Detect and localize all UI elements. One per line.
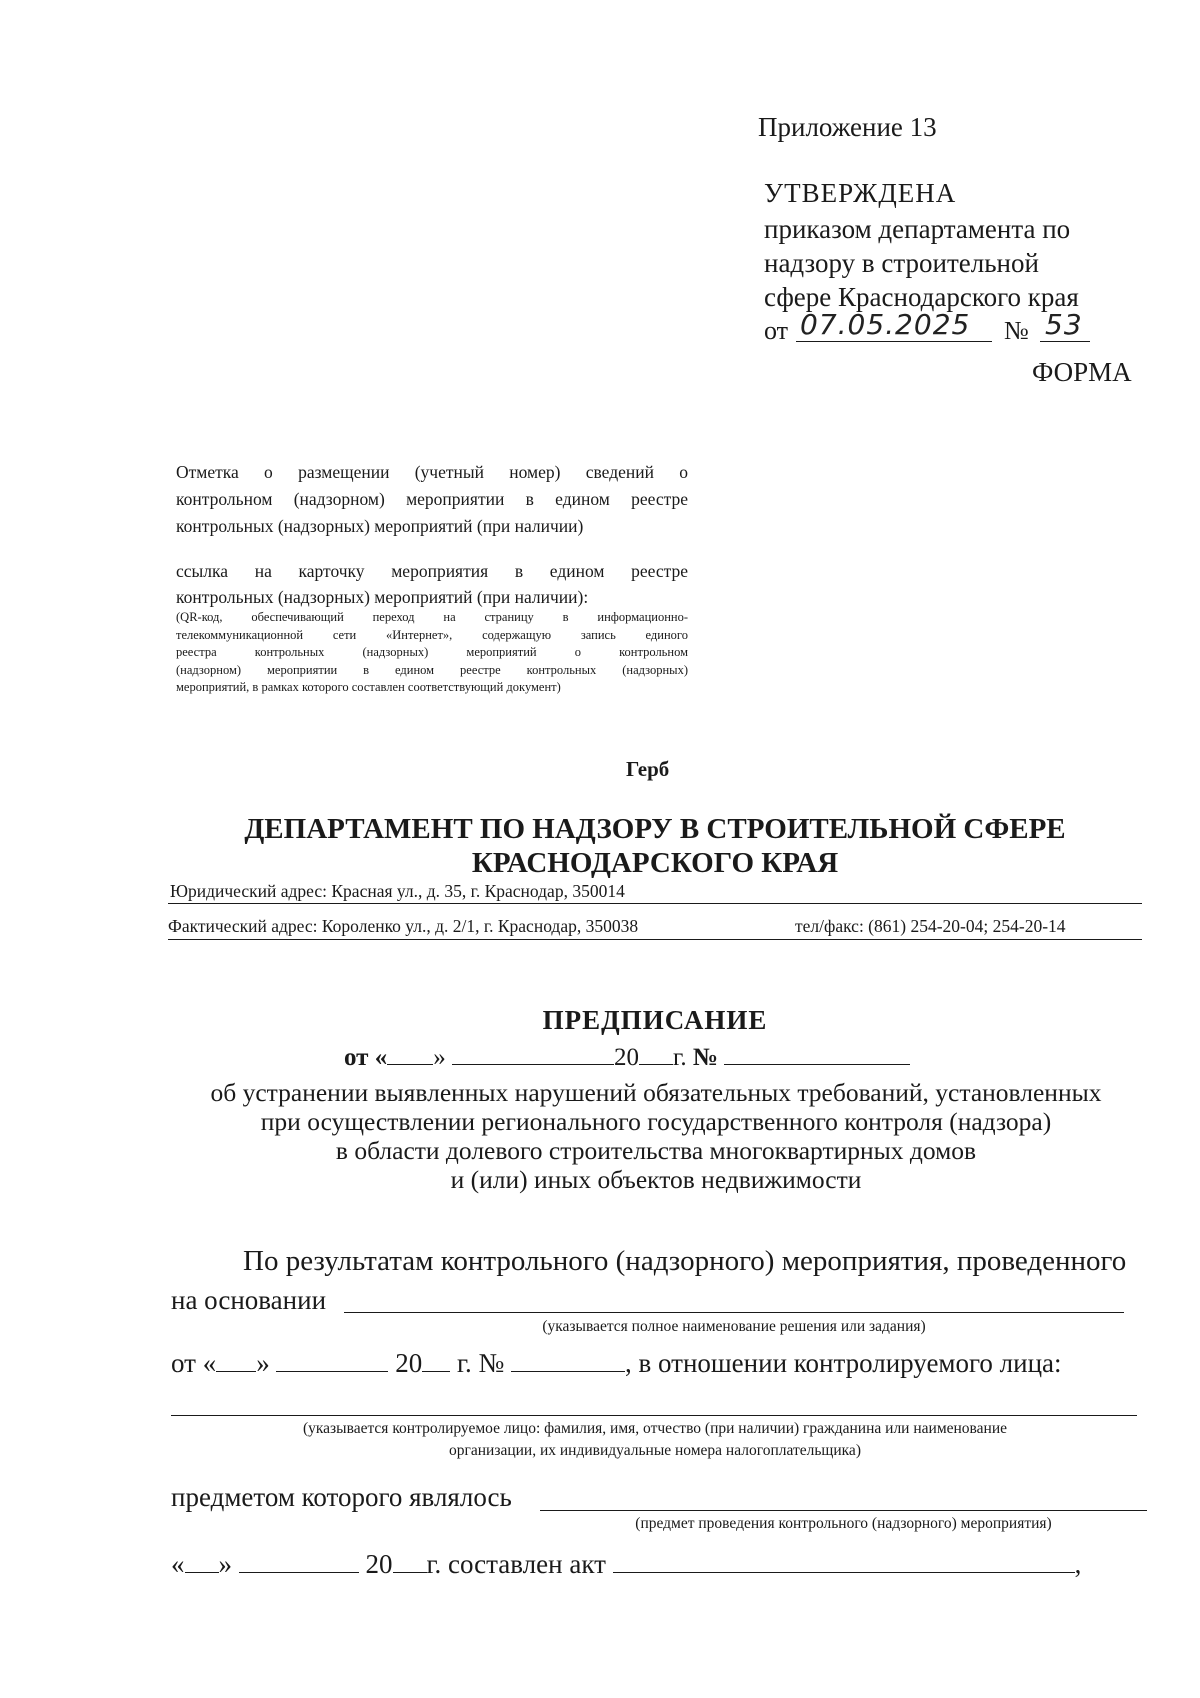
decision-number-blank <box>511 1370 625 1372</box>
controlled-person-hint-1: (указывается контролируемое лицо: фамилия, имя, отчество (при наличии) гражданина или наименование <box>302 1420 1008 1437</box>
document-day-blank <box>387 1063 433 1065</box>
qr-note-detail-5: мероприятий, в рамках которого составлен соответствующий документ) <box>176 680 561 694</box>
document-subtitle-4: и (или) иных объектов недвижимости <box>450 1165 862 1194</box>
department-name-line-2: КРАСНОДАРСКОГО КРАЯ <box>471 847 839 879</box>
act-date-line <box>171 1549 1081 1580</box>
decision-date-line <box>171 1348 1062 1379</box>
approval-order-line-2: надзору в строительной <box>764 248 1039 278</box>
decision-year-suffix: г. № <box>456 1348 505 1378</box>
qr-note-line-2: контрольных (надзорных) мероприятий (при наличии): <box>176 587 589 607</box>
subject-blank <box>540 1509 1147 1511</box>
registry-note <box>176 459 688 540</box>
approval-order-line-1: приказом департамента по <box>764 214 1071 244</box>
subject-label: предметом которого являлось <box>171 1482 512 1512</box>
act-comma: , <box>1074 1549 1082 1579</box>
act-close-quote: » <box>218 1549 232 1579</box>
registry-note-line-1: Отметка о размещении (учетный номер) сведений о <box>176 462 688 482</box>
registry-note-line-2: контрольном (надзорном) мероприятии в едином реестре <box>176 489 688 509</box>
legal-address: Юридический адрес: Красная ул., д. 35, г. Краснодар, 350014 <box>170 881 625 901</box>
act-year: 20 <box>365 1549 393 1579</box>
approval-date-prefix: от <box>764 316 789 345</box>
document-year-blank <box>639 1063 673 1065</box>
decision-year: 20 <box>395 1348 423 1378</box>
document-month-blank <box>452 1063 614 1065</box>
decision-day-blank <box>216 1370 256 1372</box>
document-subtitle-2: при осуществлении регионального государственного контроля (надзора) <box>260 1107 1052 1136</box>
approval-number-prefix: № <box>1004 316 1029 345</box>
form-label: ФОРМА <box>1032 357 1132 387</box>
qr-note-line-1: ссылка на карточку мероприятия в едином реестре <box>176 561 688 581</box>
document-year-suffix: г. <box>672 1044 687 1071</box>
document-date-close: » <box>433 1044 446 1071</box>
document-number-sign: № <box>692 1044 719 1071</box>
basis-blank <box>344 1311 1124 1313</box>
act-text: г. составлен акт <box>426 1549 606 1579</box>
document-date-from: от « <box>344 1044 388 1071</box>
act-blank <box>613 1571 1075 1573</box>
act-day-blank <box>185 1571 219 1573</box>
controlled-person-blank <box>171 1414 1137 1416</box>
act-month-blank <box>239 1571 359 1573</box>
qr-note <box>176 558 688 697</box>
legal-address-rule <box>168 902 1142 904</box>
document-number-blank <box>724 1063 910 1065</box>
body-intro-line: По результатам контрольного (надзорного) мероприятия, проведенного <box>243 1245 1127 1277</box>
approved-label: УТВЕРЖДЕНА <box>764 178 957 208</box>
document-subtitle-3: в области долевого строительства многоквартирных домов <box>335 1136 977 1165</box>
approval-number-handwritten: 53 <box>1045 308 1083 341</box>
document-year: 20 <box>613 1044 639 1071</box>
department-name-line-1: ДЕПАРТАМЕНТ ПО НАДЗОРУ В СТРОИТЕЛЬНОЙ СФЕРЕ <box>244 813 1066 845</box>
act-open-quote: « <box>171 1549 185 1579</box>
basis-label: на основании <box>171 1285 327 1315</box>
document-date-line <box>344 1044 910 1072</box>
decision-date-from: от « <box>171 1348 217 1378</box>
regarding-text: , в отношении контролируемого лица: <box>625 1348 1062 1378</box>
basis-hint: (указывается полное наименование решения или задания) <box>542 1318 926 1335</box>
appendix-label: Приложение 13 <box>758 112 937 142</box>
actual-address: Фактический адрес: Короленко ул., д. 2/1, г. Краснодар, 350038 <box>168 916 639 936</box>
controlled-person-hint-2: организации, их индивидуальные номера налогоплательщика) <box>449 1442 861 1459</box>
qr-note-detail-4: (надзорном) мероприятии в едином реестре контрольных (надзорных) <box>176 662 688 677</box>
decision-date-close: » <box>256 1348 270 1378</box>
document-subtitle-1: об устранении выявленных нарушений обязательных требований, установленных <box>210 1078 1102 1107</box>
act-year-blank <box>393 1571 427 1573</box>
phone-fax: тел/факс: (861) 254-20-04; 254-20-14 <box>795 916 1066 936</box>
qr-note-detail-3: реестра контрольных (надзорных) мероприятий о контрольном <box>176 645 688 659</box>
emblem-label: Герб <box>626 757 670 781</box>
subject-hint: (предмет проведения контрольного (надзорного) мероприятия) <box>635 1515 1052 1532</box>
registry-note-line-3: контрольных (надзорных) мероприятий (при наличии) <box>176 516 584 536</box>
qr-note-detail-1: (QR-код, обеспечивающий переход на страницу в информационно- <box>176 610 688 624</box>
approval-order-line-3: сфере Краснодарского края <box>764 282 1079 312</box>
actual-address-rule <box>168 938 1142 940</box>
approval-date-handwritten: 07.05.2025 <box>800 308 971 341</box>
decision-year-blank <box>422 1370 450 1372</box>
qr-note-detail-2: телекоммуникационной сети «Интернет», содержащую запись единого <box>176 627 688 642</box>
decision-month-blank <box>276 1370 388 1372</box>
document-title: ПРЕДПИСАНИЕ <box>542 1005 768 1035</box>
